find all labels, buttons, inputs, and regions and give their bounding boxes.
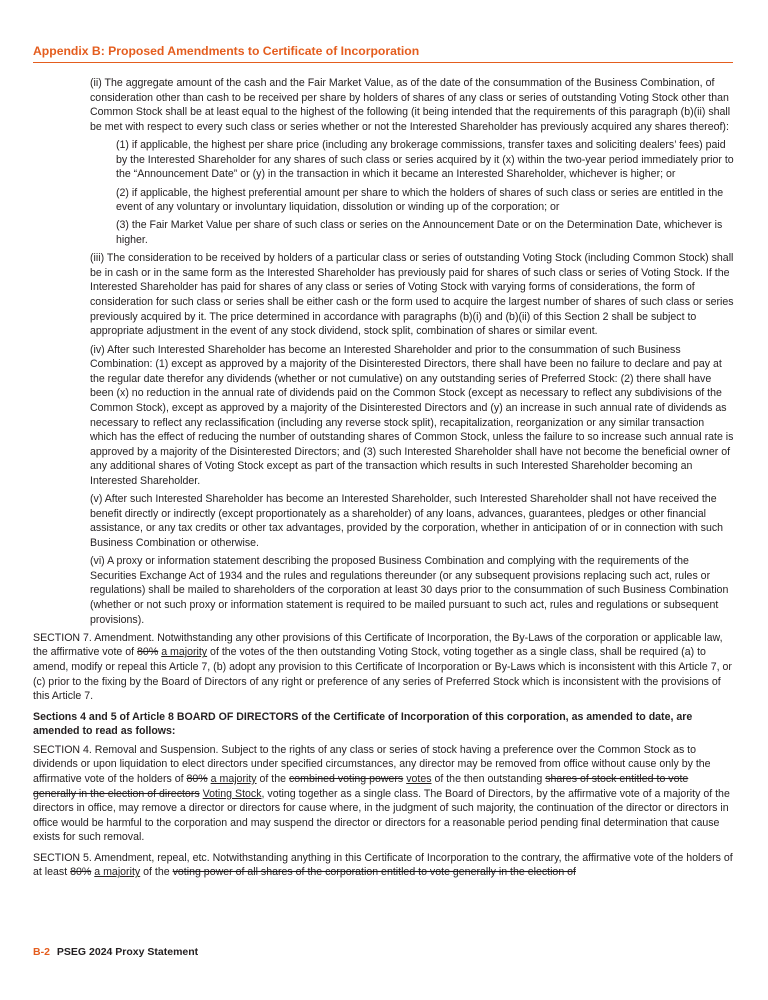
section-5: SECTION 5. Amendment, repeal, etc. Notwithstanding anything in this Certificate of Incorporation to the contrary, the affirmative vote of the holders of at least 80% a majority of the voting power of all shares of the corporation entitled to vote generally in the election of xyxy=(33,851,733,879)
paragraph-ii-3: (3) the Fair Market Value per share of such class or series on the Announcement Date or on the Determination Date, whichever is higher. xyxy=(116,219,723,246)
deleted-text: shares of stock entitled to vote generally in the election of directors xyxy=(33,772,689,800)
document-body xyxy=(33,76,734,884)
inserted-text: a majority xyxy=(161,646,208,659)
article-8-heading: Sections 4 and 5 of Article 8 BOARD OF DIRECTORS of the Certificate of Incorporation of this corporation, as amended to date, are amended to read as follows: xyxy=(33,710,693,738)
paragraph-iv: (iv) After such Interested Shareholder has become an Interested Shareholder and prior to the consummation of such Business Combination: (1) except as approved by a majority of the Disinterested Directors, there shall have been no failure to declare and pay at the regular date therefor any dividends (whether or not cumulative) on any outstanding series of Preferred Stock: (2) there shall have been (x) no reduction in the annual rate of dividends paid on the Common Stock (except as necessary to reflect any subdivisions of the Common Stock), except as approved by a majority of the Disinterested Directors and (y) an increase in such annual rate of dividends as necessary to reflect any reclassification (including any reverse stock split), recapitalization, reorganization or any similar transaction which has the effect of reducing the number of outstanding shares of Common Stock, unless the failure to so increase such annual rate is approved by a majority of the Disinterested Directors; and (3) such Interested Shareholder shall have not become the beneficial owner of any additional shares of Voting Stock except as part of the transaction which results in such Interested Shareholder becoming an Interested Shareholder. xyxy=(90,343,734,487)
deleted-text: 80% xyxy=(137,646,159,659)
deleted-text: combined voting powers xyxy=(288,772,404,785)
page-header: Appendix B: Proposed Amendments to Certificate of Incorporation xyxy=(33,44,420,58)
inserted-text: a majority xyxy=(210,772,257,785)
inserted-text: votes xyxy=(406,772,432,785)
inserted-text: a majority xyxy=(94,866,141,879)
paragraph-ii-2: (2) if applicable, the highest preferential amount per share to which the holders of shares of such class or series are entitled in the event of any voluntary or involuntary liquidation, dissolution or winding up of the corporation; or xyxy=(116,186,724,214)
paragraph-v: (v) After such Interested Shareholder has become an Interested Shareholder, such Interested Shareholder shall not have received the benefit directly or indirectly (except proportionately as a shareholder) of any loans, advances, guarantees, pledges or other financial assistance, or any tax credits or other tax advantages, provided by the corporation, whether in anticipation of or in connection with such Business Combination or otherwise. xyxy=(90,493,724,549)
deleted-text: 80% xyxy=(70,866,92,879)
header-rule xyxy=(33,62,733,63)
section-7: SECTION 7. Amendment. Notwithstanding any other provisions of this Certificate of Incorporation, the By-Laws of the corporation or applicable law, the affirmative vote of 80% a majority of the votes of the then outstanding Voting Stock, voting together as a single class, shall be required (a) to amend, modify or repeal this Article 7, (b) adopt any provision to this Certificate of Incorporation or By-Laws which is inconsistent with this Article 7, or (c) prior to the fixing by the Board of Directors of any right or preference of any series of Preferred Stock which is inconsistent with the provisions of this Article 7. xyxy=(33,631,732,703)
paragraph-iii: (iii) The consideration to be received by holders of a particular class or series of outstanding Voting Stock (including Common Stock) shall be in cash or in the same form as the Interested Shareholder has previously paid for shares of such class or series of Voting Stock. If the Interested Shareholder has paid for shares of any class or series of Voting Stock with varying forms of considerations, the form of consideration for such class or series shall be either cash or the form used to acquire the largest number of shares of such class or series previously acquired by it. The price determined in accordance with paragraphs (b)(i) and (b)(ii) of this Section 2 shall be subject to appropriate adjustment in the event of any stock dividend, stock split, combination of shares or similar event. xyxy=(90,252,734,338)
deleted-text: 80% xyxy=(186,772,208,785)
section-4: SECTION 4. Removal and Suspension. Subject to the rights of any class or series of stock having a preference over the Common Stock as to dividends or upon liquidation to elect directors under specified circumstances, any director may be removed from office without cause only by the affirmative vote of the holders of 80% a majority of the combined voting powers votes of the then outstanding shares of stock entitled to vote generally in the election of directors Voting Stock, voting together as a single class. The Board of Directors, by the affirmative vote of a majority of the directors in office, may remove a director or directors for cause where, in the judgment of such majority, the continuation of the director or directors in office would be harmful to the corporation and may suspend the director or directors for a reasonable period pending final determination that cause exists for such removal. xyxy=(33,743,730,844)
page-number: B-2 xyxy=(33,946,50,958)
paragraph-vi: (vi) A proxy or information statement describing the proposed Business Combination and complying with the requirements of the Securities Exchange Act of 1934 and the rules and regulations thereunder (or any subsequent provisions replacing such act, rules or regulations) shall be mailed to shareholders of the corporation at least 30 days prior to the consummation of such Business Combination (whether or not such proxy or information statement is required to be mailed pursuant to such act, rules and regulations or subsequent provisions). xyxy=(90,555,729,626)
page-footer xyxy=(33,946,198,958)
paragraph-ii: (ii) The aggregate amount of the cash and the Fair Market Value, as of the date of the consummation of the Business Combination, of consideration other than cash to be received per share by holders of shares of any class or series of outstanding Voting Stock other than Common Stock shall be at least equal to the highest of the following (it being intended that the requirements of this paragraph (b)(ii) shall be met with respect to every such class or series whether or not the Interested Shareholder has previously acquired any shares thereof): xyxy=(90,77,731,133)
deleted-text: voting power of all shares of the corporation entitled to vote generally in the election of xyxy=(172,866,576,879)
document-title: PSEG 2024 Proxy Statement xyxy=(56,946,199,958)
inserted-text: Voting Stock xyxy=(202,787,262,800)
paragraph-ii-1: (1) if applicable, the highest per share price (including any brokerage commissions, transfer taxes and soliciting dealers’ fees) paid by the Interested Shareholder for any shares of such class or series acquired by it (x) within the two-year period immediately prior to the “Announcement Date” or (y) in the transaction in which it became an Interested Shareholder, whichever is higher; or xyxy=(116,139,734,181)
